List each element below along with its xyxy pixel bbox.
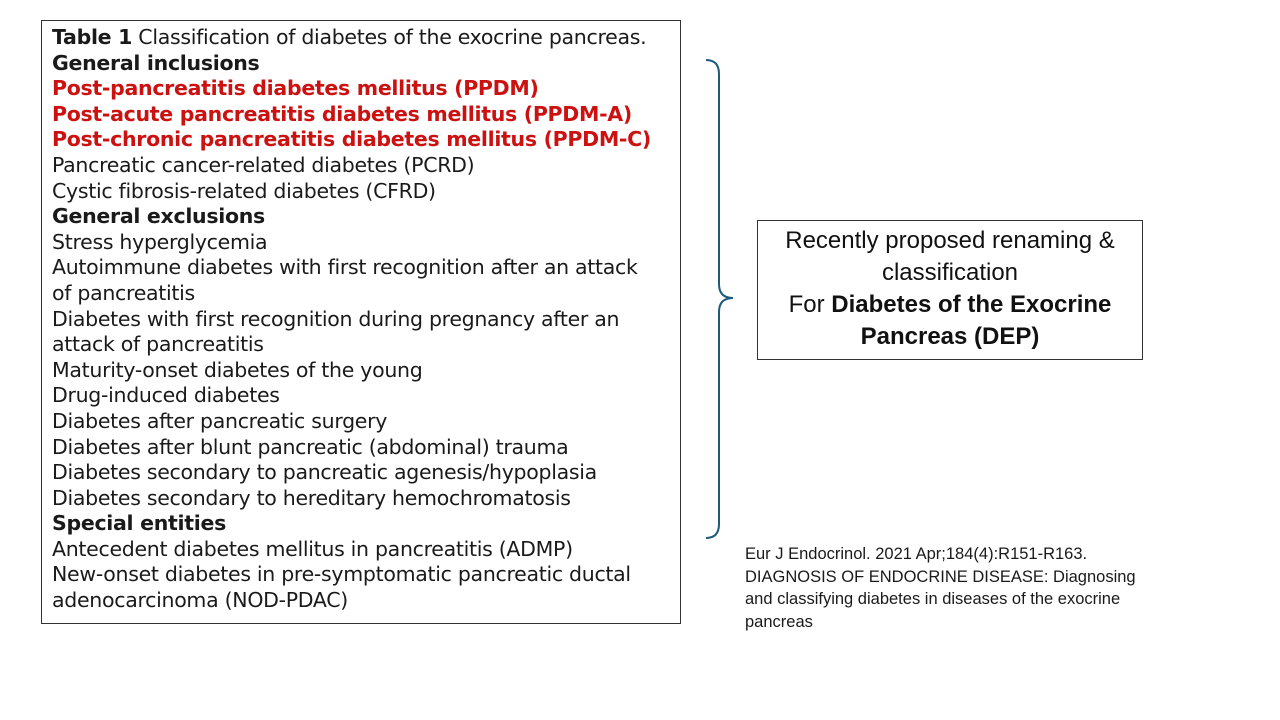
table-row: Autoimmune diabetes with first recognition after an attack — [52, 255, 638, 280]
table-row: New-onset diabetes in pre-symptomatic pancreatic ductal — [52, 562, 631, 587]
table-row: Drug-induced diabetes — [52, 383, 280, 408]
table-row: Antecedent diabetes mellitus in pancreatitis (ADMP) — [52, 536, 573, 561]
proposal-line-3-bold: Diabetes of the Exocrine — [831, 291, 1112, 318]
reference-line-1: Eur J Endocrinol. 2021 Apr;184(4):R151-R163. — [745, 545, 1088, 563]
proposal-line-4 — [758, 321, 1142, 353]
reference-line-2: DIAGNOSIS OF ENDOCRINE DISEASE: Diagnosing — [745, 567, 1136, 586]
table-row: Diabetes after pancreatic surgery — [52, 408, 388, 433]
table-rows — [52, 51, 670, 614]
table-section-heading: General inclusions — [52, 50, 260, 75]
table-row: Diabetes after blunt pancreatic (abdominal) trauma — [52, 434, 569, 459]
table-row: Maturity-onset diabetes of the young — [52, 357, 423, 382]
proposal-box — [757, 220, 1143, 360]
table-section-heading: General exclusions — [52, 204, 265, 229]
table-row: Post-chronic pancreatitis diabetes mellitus (PPDM-C) — [52, 127, 651, 152]
proposal-line-2: classification — [881, 259, 1019, 286]
table-row: Post-pancreatitis diabetes mellitus (PPDM) — [52, 76, 539, 101]
classification-table — [41, 20, 681, 624]
table-row: Cystic fibrosis-related diabetes (CFRD) — [52, 178, 436, 203]
table-row: Diabetes secondary to pancreatic agenesis/hypoplasia — [52, 460, 597, 485]
table-caption — [52, 25, 670, 51]
table-row: Pancreatic cancer-related diabetes (PCRD) — [52, 152, 475, 177]
table-caption-label: Table 1 — [52, 25, 133, 49]
table-section-heading: Special entities — [52, 511, 226, 536]
table-row: Post-acute pancreatitis diabetes mellitus (PPDM-A) — [52, 101, 632, 126]
reference-line-3: and classifying diabetes in diseases of the exocrine — [745, 590, 1121, 608]
table-row: Stress hyperglycemia — [52, 229, 268, 254]
reference-line-4: pancreas — [745, 612, 813, 631]
table-row: of pancreatitis — [52, 280, 195, 305]
table-caption-text: Classification of diabetes of the exocrine pancreas. — [132, 25, 647, 49]
table-row: Diabetes secondary to hereditary hemochromatosis — [52, 485, 571, 510]
proposal-line-4-bold: Pancreas (DEP) — [860, 323, 1040, 350]
table-row: attack of pancreatitis — [52, 332, 264, 357]
table-row: adenocarcinoma (NOD-PDAC) — [52, 588, 348, 613]
proposal-line-1: Recently proposed renaming & — [785, 227, 1115, 254]
table-row: Diabetes with first recognition during pregnancy after an — [52, 306, 620, 331]
right-curly-brace-icon — [700, 56, 740, 542]
proposal-line-3-prefix: For — [788, 291, 832, 318]
journal-reference — [745, 543, 1185, 633]
proposal-line-3 — [758, 289, 1142, 321]
